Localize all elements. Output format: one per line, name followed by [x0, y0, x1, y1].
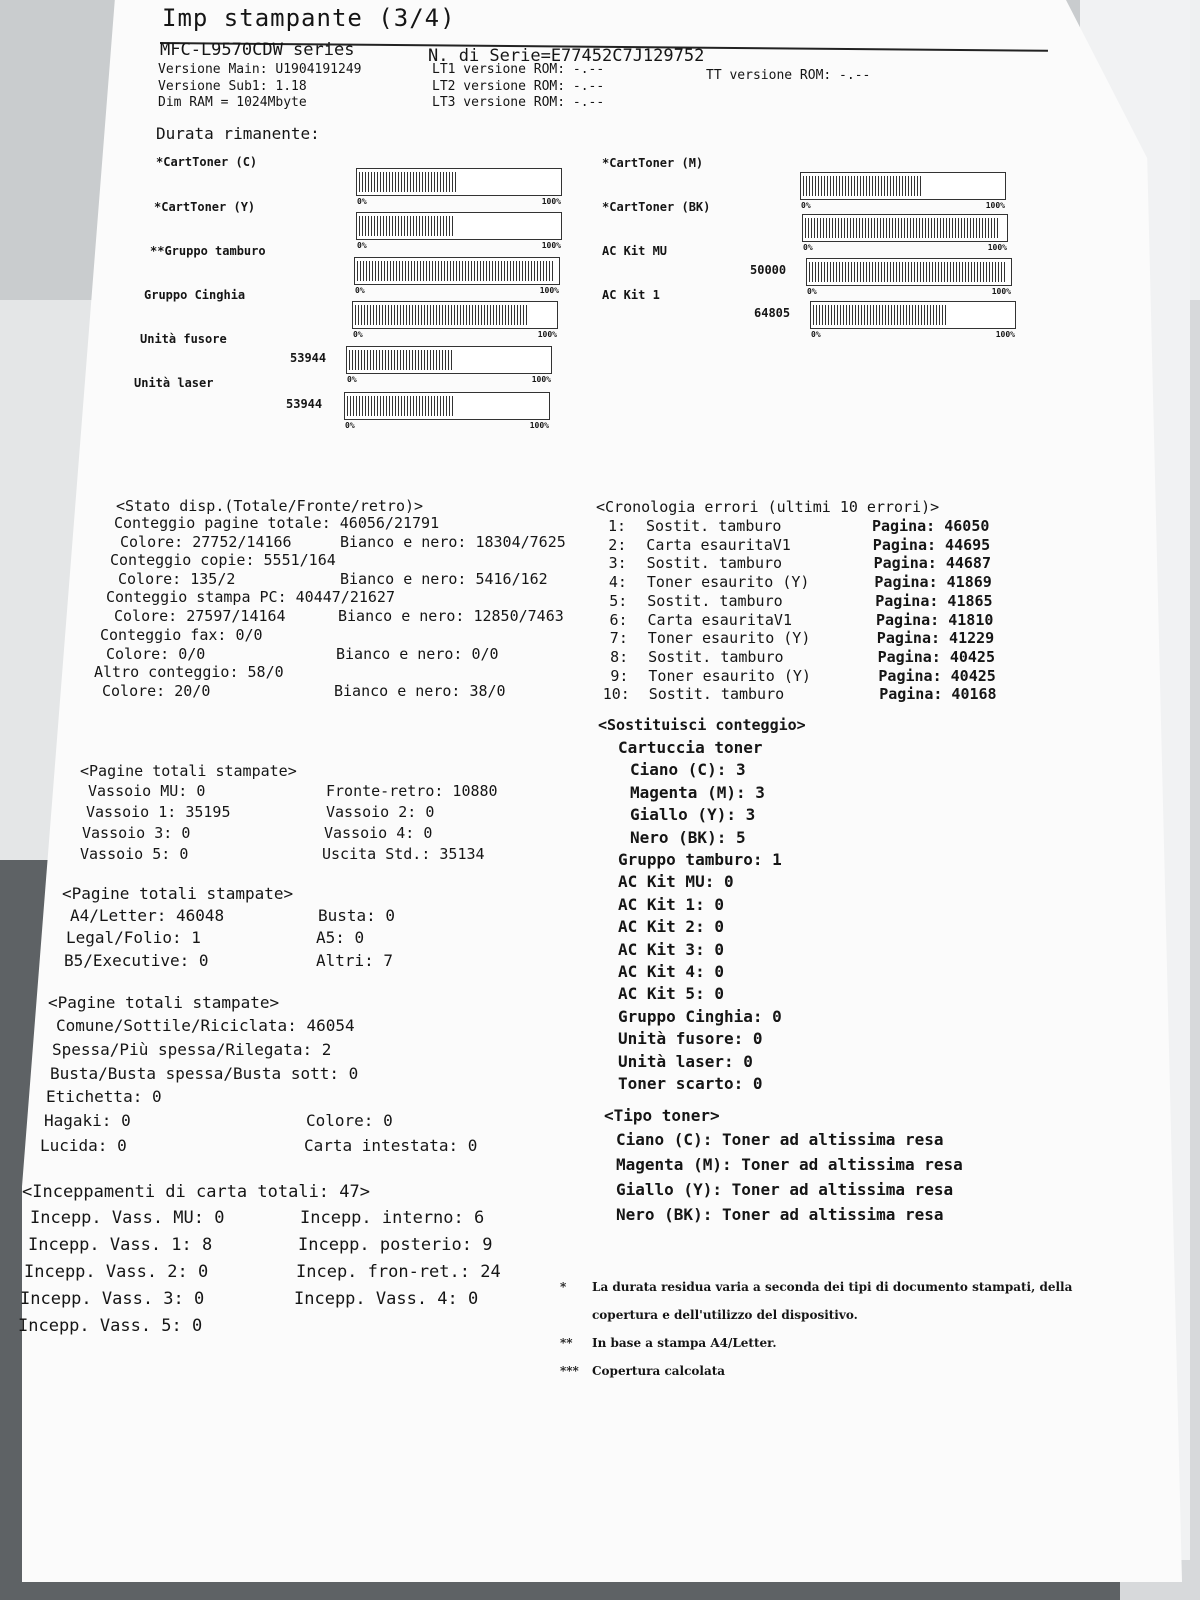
incepp-cell: Incepp. Vass. 1: 8	[28, 1235, 213, 1255]
life-bar-fill	[357, 261, 553, 281]
errori-title: <Cronologia errori (ultimi 10 errori)>	[596, 498, 940, 516]
life-bar-fill	[805, 218, 999, 238]
pagine3-cell: Hagaki: 0	[44, 1111, 131, 1130]
error-page: Pagina: 41865	[875, 591, 993, 610]
pagine2-cell: Altri: 7	[316, 951, 394, 970]
stato-line: Altro conteggio: 58/0	[94, 663, 284, 681]
pagine2-cell: Legal/Folio: 1	[66, 928, 201, 947]
incepp-cell: Incepp. posterio: 9	[298, 1235, 493, 1255]
error-name: Sostit. tamburo	[648, 647, 784, 666]
error-index: 1:	[608, 517, 627, 535]
error-name: Carta esauritaV1	[647, 610, 792, 629]
stato-line: Conteggio pagine totale: 46056/21791	[114, 514, 440, 532]
incepp-cell: Incepp. Vass. 3: 0	[20, 1289, 205, 1309]
pagine1-cell: Uscita Std.: 35134	[322, 845, 485, 863]
life-bar	[344, 392, 550, 430]
error-index: 5:	[609, 591, 628, 610]
stato-title: <Stato disp.(Totale/Fronte/retro)>	[116, 497, 424, 515]
pagine3-line: Spessa/Più spessa/Rilegata: 2	[52, 1040, 332, 1059]
scale-max: 100%	[985, 201, 1005, 210]
sostituisci-line: Ciano (C): 3	[630, 760, 746, 780]
note-text: La durata residua varia a seconda dei tipi di documento stampati, della	[592, 1280, 1073, 1294]
ram-size: Dim RAM = 1024Mbyte	[158, 95, 307, 110]
sostituisci-line: AC Kit 4: 0	[618, 962, 724, 981]
note-text: copertura e dell'utilizzo del dispositivo.	[592, 1308, 858, 1322]
sostituisci-title: <Sostituisci conteggio>	[598, 716, 806, 734]
error-page: Pagina: 40425	[877, 647, 995, 666]
scale-max: 100%	[539, 286, 559, 295]
sostituisci-line: AC Kit MU: 0	[618, 872, 734, 892]
incepp-title: <Inceppamenti di carta totali: 47>	[22, 1182, 370, 1202]
life-label: *CartToner (BK)	[602, 200, 711, 214]
stato-line: Bianco e nero: 5416/162	[340, 570, 548, 588]
error-page: Pagina: 40425	[878, 666, 996, 685]
life-count: 53944	[290, 351, 327, 365]
incepp-cell: Incepp. interno: 6	[300, 1208, 485, 1228]
pagine2-cell: A4/Letter: 46048	[70, 906, 225, 925]
stato-line: Bianco e nero: 0/0	[336, 645, 499, 663]
life-label: Unità laser	[134, 376, 214, 390]
life-bar	[352, 301, 558, 339]
note-mark: *	[560, 1280, 567, 1294]
pagine3-cell: Carta intestata: 0	[304, 1136, 478, 1155]
pagine1-cell: Fronte-retro: 10880	[326, 782, 498, 800]
pagine2-cell: Busta: 0	[318, 906, 396, 925]
life-count: 50000	[750, 263, 787, 277]
life-label: AC Kit MU	[602, 244, 668, 258]
sostituisci-line: AC Kit 5: 0	[618, 984, 724, 1004]
incepp-cell: Incepp. Vass. MU: 0	[30, 1208, 225, 1228]
error-page: Pagina: 40168	[879, 685, 997, 704]
life-count: 53944	[286, 397, 323, 411]
sostituisci-line: AC Kit 1: 0	[618, 894, 724, 914]
error-name: Sostit. tamburo	[648, 685, 785, 704]
scale-max: 100%	[991, 287, 1011, 296]
error-name: Toner esaurito (Y)	[647, 629, 811, 648]
pagine-title-1: <Pagine totali stampate>	[80, 762, 297, 780]
life-bar-fill	[813, 305, 948, 325]
life-bar	[806, 258, 1012, 296]
sostituisci-line: Magenta (M): 3	[630, 782, 765, 802]
pagine2-cell: B5/Executive: 0	[64, 951, 209, 970]
pagine1-cell: Vassoio MU: 0	[88, 782, 206, 800]
sostituisci-line: AC Kit 2: 0	[618, 917, 724, 937]
scale-max: 100%	[987, 243, 1007, 252]
stato-line: Colore: 20/0	[102, 682, 211, 700]
scale-max: 100%	[541, 197, 561, 206]
stato-line: Conteggio copie: 5551/164	[110, 551, 336, 569]
life-bar-fill	[809, 262, 1005, 282]
life-bar	[800, 172, 1006, 210]
scale-min: 0%	[357, 241, 367, 250]
life-bar-fill	[355, 305, 529, 325]
life-count: 64805	[754, 306, 791, 320]
life-label: Gruppo Cinghia	[144, 288, 246, 302]
pagine1-cell: Vassoio 3: 0	[82, 824, 191, 842]
note-mark: ***	[560, 1364, 579, 1378]
lt1-rom: LT1 versione ROM: -.--	[432, 62, 605, 77]
life-label: Unità fusore	[140, 332, 227, 346]
error-name: Sostit. tamburo	[646, 554, 783, 573]
error-index: 3:	[608, 554, 627, 573]
scale-max: 100%	[995, 330, 1015, 339]
sostituisci-line: Unità laser: 0	[618, 1051, 753, 1071]
sostituisci-line: Unità fusore: 0	[618, 1029, 763, 1049]
scale-max: 100%	[531, 375, 551, 384]
scale-max: 100%	[529, 421, 549, 430]
pagine2-cell: A5: 0	[316, 928, 365, 947]
scale-max: 100%	[537, 330, 557, 339]
incepp-cell: Incepp. Vass. 5: 0	[18, 1316, 203, 1336]
life-bar	[802, 214, 1008, 252]
scale-min: 0%	[355, 286, 365, 295]
sostituisci-line: Toner scarto: 0	[618, 1074, 763, 1093]
page-title: Imp stampante (3/4)	[162, 4, 456, 32]
sostituisci-line: Giallo (Y): 3	[630, 805, 756, 825]
incepp-cell: Incepp. Vass. 2: 0	[24, 1262, 209, 1282]
sostituisci-line: Cartuccia toner	[618, 738, 763, 757]
sostituisci-line: Gruppo tamburo: 1	[618, 850, 782, 869]
scale-min: 0%	[801, 201, 811, 210]
tipo-line: Nero (BK): Toner ad altissima resa	[616, 1205, 944, 1224]
error-name: Carta esauritaV1	[646, 535, 791, 554]
incepp-cell: Incepp. Vass. 4: 0	[294, 1289, 479, 1309]
stato-line: Conteggio fax: 0/0	[100, 626, 263, 644]
stato-line: Colore: 0/0	[106, 645, 206, 663]
error-page: Pagina: 46050	[872, 517, 990, 535]
error-name: Sostit. tamburo	[646, 517, 782, 535]
pagine3-cell: Lucida: 0	[40, 1136, 127, 1155]
life-label: AC Kit 1	[602, 288, 660, 302]
sostituisci-line: Gruppo Cinghia: 0	[618, 1006, 782, 1026]
error-index: 2:	[608, 535, 627, 554]
life-title: Durata rimanente:	[156, 124, 320, 143]
sostituisci-line: Nero (BK): 5	[630, 827, 746, 847]
tt-rom: TT versione ROM: -.--	[706, 68, 871, 83]
life-label: *CartToner (Y)	[154, 200, 256, 214]
error-name: Sostit. tamburo	[647, 591, 783, 610]
error-page: Pagina: 44687	[873, 554, 991, 573]
life-bar	[356, 168, 562, 206]
life-bar	[346, 346, 552, 384]
tipo-line: Magenta (M): Toner ad altissima resa	[616, 1155, 963, 1174]
pagine1-cell: Vassoio 5: 0	[80, 845, 189, 863]
pagine3-line: Etichetta: 0	[46, 1087, 162, 1106]
error-page: Pagina: 41869	[874, 573, 992, 592]
main-version: Versione Main: U1904191249	[158, 62, 362, 77]
stato-line: Colore: 135/2	[118, 570, 236, 588]
lt2-rom: LT2 versione ROM: -.--	[432, 79, 605, 94]
tipo-line: Ciano (C): Toner ad altissima resa	[616, 1130, 944, 1149]
pagine1-cell: Vassoio 2: 0	[326, 803, 435, 821]
sub1-version: Versione Sub1: 1.18	[158, 79, 307, 94]
life-bar	[354, 257, 560, 295]
error-index: 8:	[610, 647, 629, 666]
serial-number: N. di Serie=E77452C7J129752	[428, 46, 705, 66]
pagine3-line: Busta/Busta spessa/Busta sott: 0	[50, 1064, 359, 1083]
life-bar-fill	[349, 350, 452, 370]
error-index: 4:	[608, 573, 627, 592]
error-page: Pagina: 41229	[876, 629, 995, 648]
scale-min: 0%	[803, 243, 813, 252]
stato-line: Colore: 27597/14164	[114, 607, 286, 625]
incepp-cell: Incep. fron-ret.: 24	[296, 1262, 501, 1282]
scale-min: 0%	[345, 421, 355, 430]
life-bar-fill	[347, 396, 454, 416]
stato-line: Bianco e nero: 38/0	[334, 682, 506, 700]
scale-max: 100%	[541, 241, 561, 250]
error-index: 10:	[602, 685, 630, 704]
tipo-title: <Tipo toner>	[604, 1106, 720, 1125]
scale-min: 0%	[357, 197, 367, 206]
life-bar-fill	[359, 216, 454, 236]
life-bar	[356, 212, 562, 250]
tipo-line: Giallo (Y): Toner ad altissima resa	[616, 1180, 954, 1199]
life-bar-fill	[803, 176, 922, 196]
note-text: Copertura calcolata	[592, 1364, 726, 1378]
stato-line: Colore: 27752/14166	[120, 533, 292, 551]
note-text: In base a stampa A4/Letter.	[592, 1336, 777, 1350]
life-bar-fill	[359, 172, 458, 192]
sostituisci-line: AC Kit 3: 0	[618, 939, 724, 959]
error-index: 7:	[609, 629, 628, 648]
pagine-title-2: <Pagine totali stampate>	[62, 884, 294, 903]
scale-min: 0%	[347, 375, 357, 384]
scale-min: 0%	[811, 330, 821, 339]
life-label: **Gruppo tamburo	[150, 244, 266, 258]
error-page: Pagina: 44695	[872, 535, 991, 554]
note-mark: **	[560, 1336, 573, 1350]
scale-min: 0%	[353, 330, 363, 339]
error-index: 6:	[609, 610, 628, 629]
pagine3-line: Comune/Sottile/Riciclata: 46054	[56, 1016, 355, 1035]
pagine1-cell: Vassoio 4: 0	[324, 824, 433, 842]
error-name: Toner esaurito (Y)	[648, 666, 811, 685]
stato-line: Bianco e nero: 12850/7463	[338, 607, 564, 625]
life-bar	[810, 301, 1016, 339]
pagine1-cell: Vassoio 1: 35195	[86, 803, 231, 821]
error-page: Pagina: 41810	[876, 610, 994, 629]
error-index: 9:	[610, 666, 629, 685]
stato-line: Bianco e nero: 18304/7625	[340, 533, 566, 551]
stato-line: Conteggio stampa PC: 40447/21627	[106, 588, 395, 606]
pagine-title-3: <Pagine totali stampate>	[48, 993, 280, 1012]
life-label: *CartToner (M)	[602, 156, 704, 170]
scale-min: 0%	[807, 287, 817, 296]
error-name: Toner esaurito (Y)	[646, 573, 810, 592]
life-label: *CartToner (C)	[156, 155, 258, 169]
model-name: MFC-L9570CDW series	[160, 40, 355, 60]
lt3-rom: LT3 versione ROM: -.--	[432, 95, 605, 110]
pagine3-cell: Colore: 0	[306, 1111, 393, 1130]
